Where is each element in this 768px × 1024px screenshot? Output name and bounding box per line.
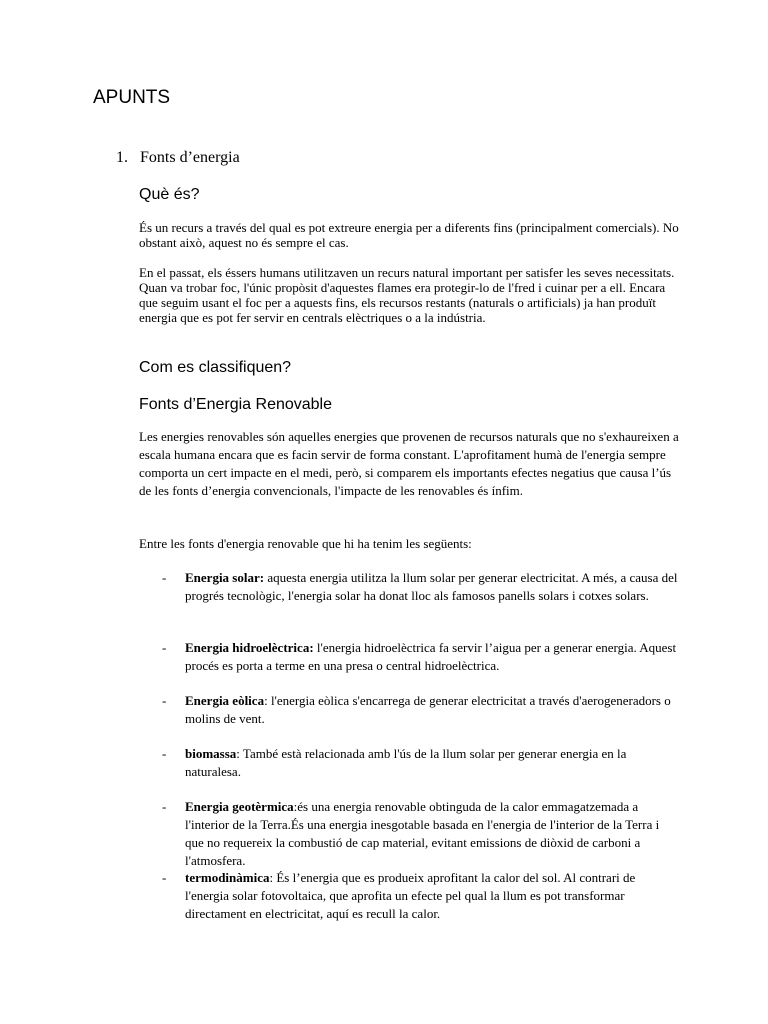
list-description: : També està relacionada amb l'ús de la llum solar per generar energia en la naturalesa. — [185, 746, 627, 779]
list-term: termodinàmica — [185, 870, 270, 885]
list-description: : l'energia eòlica s'encarrega de generar electricitat a través d'aerogeneradors o molins de vent. — [185, 693, 671, 726]
list-marker: - — [162, 570, 167, 585]
section-title: Fonts d’energia — [140, 149, 240, 166]
list-description: l'energia hidroelèctrica fa servir l’aigua per a generar energia. Aquest procés es porta a terme en una presa o central hidroelèctrica. — [185, 640, 677, 673]
renewable-heading: Fonts d’Energia Renovable — [139, 396, 333, 413]
list-term: Energia hidroelèctrica: — [185, 640, 314, 655]
list-marker: - — [162, 640, 167, 655]
what-is-paragraph-1: És un recurs a través del qual es pot extreure energia per a diferents fins (principalment comercials). No obstant això, aquest no és sempre el cas. — [139, 220, 679, 250]
list-term: biomassa — [185, 746, 237, 761]
document-title: APUNTS — [93, 87, 171, 108]
section-number: 1. — [116, 149, 128, 166]
classification-heading: Com es classifiquen? — [139, 359, 292, 376]
list-description: : És l’energia que es produeix aprofitant la calor del sol. Al contrari de l'energia solar fotovoltaica, que aprofita un efecte pel qual la llum es pot transformar directament en electricitat, aquí es recull la calor. — [185, 870, 636, 921]
list-description: :és una energia renovable obtinguda de la calor emmagatzemada a l'interior de la Terra.És una energia inesgotable basada en l'energia de l'interior de la Terra i que no requereix la combustió de cap material, evitant emissions de diòxid de carboni a l'atmosfera. — [185, 799, 660, 868]
list-term: Energia geotèrmica — [185, 799, 294, 814]
section-heading — [116, 147, 240, 169]
list-term: Energia solar: — [185, 570, 265, 585]
list-marker: - — [162, 870, 167, 885]
list-term: Energia eòlica — [185, 693, 265, 708]
list-description: aquesta energia utilitza la llum solar per generar electricitat. A més, a causa del progrés tecnològic, l'energia solar ha donat lloc als famosos panells solars i cotxes solars. — [185, 570, 678, 603]
list-marker: - — [162, 799, 167, 814]
renewable-paragraph: Les energies renovables són aquelles energies que provenen de recursos naturals que no s'exhaureixen a escala humana encara que es facin servir de forma constant. L'aprofitament humà de l'energia sempre comporta un cert impacte en el medi, però, si comparem els importants efectes negatius que causa l’ús de les fonts d’energia convencionals, l'impacte de les renovables és ínfim. — [139, 429, 679, 498]
list-marker: - — [162, 746, 167, 761]
renewable-intro: Entre les fonts d'energia renovable que hi ha tenim les següents: — [139, 536, 472, 551]
what-is-paragraph-2: En el passat, els éssers humans utilitzaven un recurs natural important per satisfer les seves necessitats. Quan va trobar foc, l'únic propòsit d'aquestes flames era protegir-lo de l'fred i cuinar per a ell. Encara que seguim usant el foc per a aquests fins, els recursos restants (naturals o artificials) ja han produït energia que es pot fer servir en centrals elèctriques o a la indústria. — [139, 265, 675, 325]
what-is-heading: Què és? — [139, 186, 200, 203]
list-marker: - — [162, 693, 167, 708]
